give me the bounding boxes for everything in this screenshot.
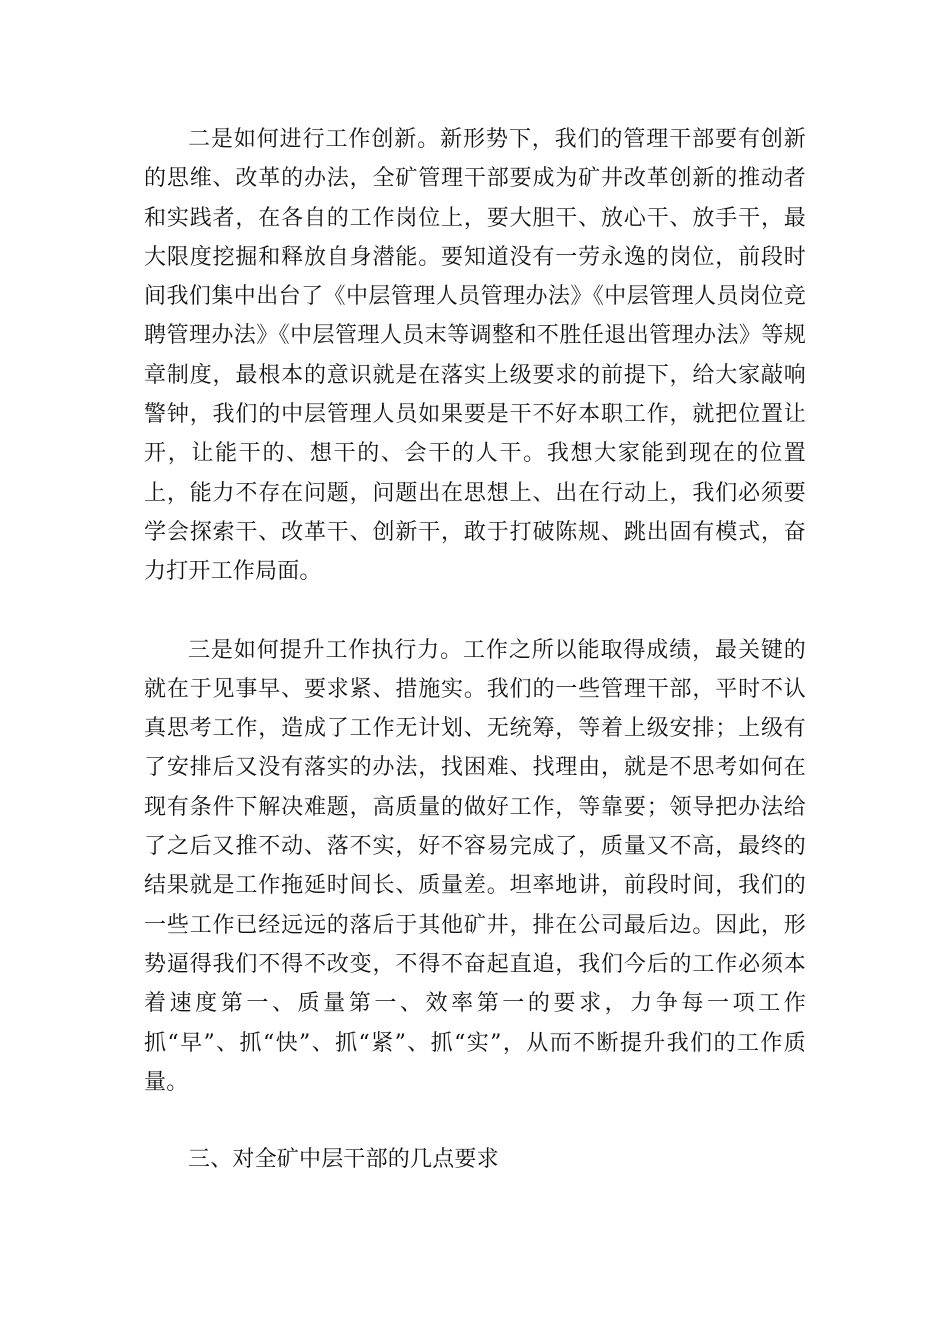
paragraph-execution: 三是如何提升工作执行力。工作之所以能取得成绩，最关键的就在于见事早、要求紧、措施实。我们的一些管理干部，平时不认真思考工作，造成了工作无计划、无统筹，等着上级安排；上级有了安排后又没有落实的办法，找困难、找理由，就是不思考如何在现有条件下解决难题，高质量的做好工作，等靠要；领导把办法给了之后又推不动、落不实，好不容易完成了，质量又不高，最终的结果就是工作拖延时间长、质量差。坦率地讲，前段时间，我们的一些工作已经远远的落后于其他矿井，排在公司最后边。因此，形势逼得我们不得不改变，不得不奋起直追，我们今后的工作必须本着速度第一、质量第一、效率第一的要求，力争每一项工作抓“早”、抓“快”、抓“紧”、抓“实”，从而不断提升我们的工作质量。 [144,637,806,1095]
section-heading-requirements: 三、对全矿中层干部的几点要求 [188,1147,499,1173]
document-body [144,120,806,1179]
paragraph-work-innovation: 二是如何进行工作创新。新形势下，我们的管理干部要有创新的思维、改革的办法，全矿管理干部要成为矿井改革创新的推动者和实践者，在各自的工作岗位上，要大胆干、放心干、放手干，最大限度挖掘和释放自身潜能。要知道没有一劳永逸的岗位，前段时间我们集中出台了《中层管理人员管理办法》《中层管理人员岗位竞聘管理办法》《中层管理人员末等调整和不胜任退出管理办法》等规章制度，最根本的意识就是在落实上级要求的前提下，给大家敲响警钟，我们的中层管理人员如果要是干不好本职工作，就把位置让开，让能干的、想干的、会干的人干。我想大家能到现在的位置上，能力不存在问题，问题出在思想上、出在行动上，我们必须要学会探索干、改革干、创新干，敢于打破陈规、跳出固有模式，奋力打开工作局面。 [144,127,806,585]
